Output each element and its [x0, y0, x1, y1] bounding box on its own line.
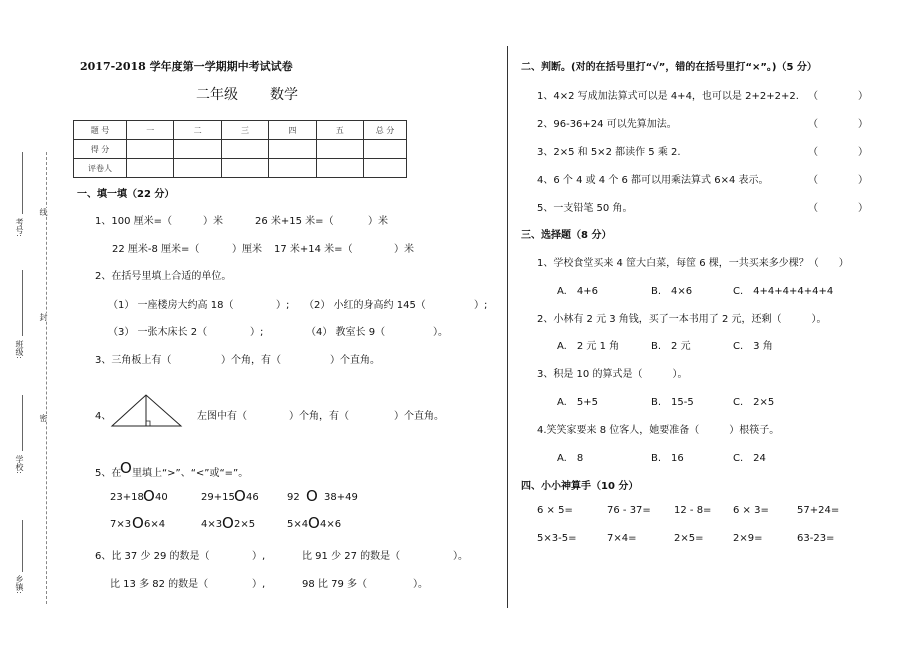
q5a-expr: 38+49 — [324, 492, 358, 503]
class-underline — [22, 270, 23, 336]
q1-part-d: ）米 — [368, 216, 388, 227]
q5a-expr: 29+15 — [201, 492, 235, 503]
choice-question: 1、学校食堂买来 4 筐大白菜，每筐 6 棵，一共买来多少棵？（ ） — [537, 258, 849, 269]
column-divider — [507, 46, 508, 608]
q5b-expr: 4×3 — [201, 519, 223, 530]
choice-question: 4.笑笑家要来 8 位客人，她要准备（ ）根筷子。 — [537, 425, 780, 436]
score-table-header: 三 — [221, 121, 268, 140]
right-angle-mark — [146, 421, 150, 426]
q1-part-c: 26 米+15 米=（ — [255, 216, 334, 227]
q5-part-a: 5、在 — [95, 468, 122, 479]
grader-cell[interactable] — [127, 159, 174, 178]
score-table-header: 一 — [127, 121, 174, 140]
q1b-part-c: 17 米+14 米=（ — [274, 244, 353, 255]
judge-item: 2、96-36+24 可以先算加法。 — [537, 119, 677, 130]
q5b-expr: 7×3 — [110, 519, 132, 530]
circle-symbol: O — [120, 459, 132, 477]
choice-option[interactable]: C. 3 角 — [733, 341, 773, 352]
judge-item: 3、2×5 和 5×2 都读作 5 乘 2. — [537, 147, 681, 158]
town-label: 乡镇: — [15, 575, 24, 594]
seal-mark-line: 线 — [39, 208, 48, 216]
answer-paren-open[interactable]: （ — [808, 147, 818, 158]
q1b-part-a: 22 厘米-8 厘米=（ — [112, 244, 200, 255]
score-cell[interactable] — [364, 140, 407, 159]
grade-label: 二年级 — [196, 87, 238, 103]
q5a-expr: 46 — [246, 492, 259, 503]
choice-option[interactable]: A. 2 元 1 角 — [557, 341, 620, 352]
section-1-heading: 一、填一填（22 分） — [77, 189, 175, 200]
score-table-row — [74, 159, 407, 178]
q6b-part-d: ）。 — [413, 579, 428, 590]
calc-problem: 2×9= — [733, 533, 763, 544]
q1b-part-b: ）厘米 — [232, 244, 262, 255]
judge-item: 4、6 个 4 或 4 个 6 都可以用乘法算式 6×4 表示。 — [537, 175, 769, 186]
score-table — [73, 120, 407, 178]
compare-circle[interactable]: O — [306, 487, 318, 505]
calc-problem: 6 × 3= — [733, 505, 769, 516]
triangle-figure — [110, 393, 184, 429]
q2b-part-c: （4） 教室长 9（ — [306, 327, 386, 338]
q2b-part-b: ）; — [250, 327, 264, 338]
answer-paren-close: ） — [858, 203, 868, 214]
choice-option[interactable]: B. 2 元 — [651, 341, 691, 352]
q2a-part-c: （2） 小红的身高约 145（ — [304, 300, 426, 311]
score-table-header: 二 — [174, 121, 221, 140]
choice-option[interactable]: A. 4+6 — [557, 286, 598, 297]
grader-cell[interactable] — [364, 159, 407, 178]
grader-row-label: 评卷人 — [74, 159, 127, 178]
school-underline — [22, 395, 23, 451]
section-2-heading: 二、判断。(对的在括号里打“√”，错的在括号里打“×”。)（5 分） — [521, 62, 817, 73]
choice-option[interactable]: A. 8 — [557, 453, 584, 464]
score-cell[interactable] — [316, 140, 363, 159]
seal-mark-seal: 封 — [39, 313, 48, 321]
q3-part-a: 3、三角板上有（ — [95, 355, 172, 366]
subject-label: 数学 — [270, 87, 298, 103]
calc-problem: 12 - 8= — [674, 505, 712, 516]
choice-option[interactable]: C. 4+4+4+4+4+4 — [733, 286, 834, 297]
score-table-header: 五 — [316, 121, 363, 140]
answer-paren-close: ） — [858, 91, 868, 102]
compare-circle[interactable]: O — [222, 514, 234, 532]
q2a-part-d: ）; — [474, 300, 488, 311]
answer-paren-close: ） — [858, 119, 868, 130]
calc-problem: 6 × 5= — [537, 505, 573, 516]
q5-part-b: 里填上“>”、“<”或“=”。 — [132, 468, 249, 479]
section-4-heading: 四、小小神算手（10 分） — [521, 481, 639, 492]
answer-paren-open[interactable]: （ — [808, 91, 818, 102]
q2-text: 2、在括号里填上合适的单位。 — [95, 271, 232, 282]
choice-option[interactable]: C. 2×5 — [733, 397, 775, 408]
score-table-header: 总 分 — [364, 121, 407, 140]
seal-mark-secret: 密 — [39, 414, 48, 422]
q1-part-b: ）米 — [203, 216, 223, 227]
q6b-part-b: ）, — [252, 579, 266, 590]
q5b-expr: 2×5 — [234, 519, 256, 530]
calc-problem: 5×3-5= — [537, 533, 577, 544]
q6a-part-b: ）, — [252, 551, 266, 562]
q4-part-a: 左图中有（ — [197, 411, 247, 422]
choice-option[interactable]: B. 15-5 — [651, 397, 694, 408]
grader-cell[interactable] — [221, 159, 268, 178]
compare-circle[interactable]: O — [143, 487, 155, 505]
grader-cell[interactable] — [316, 159, 363, 178]
q4-number: 4、 — [95, 411, 112, 422]
calc-problem: 7×4= — [607, 533, 637, 544]
calc-problem: 76 - 37= — [607, 505, 651, 516]
compare-circle[interactable]: O — [132, 514, 144, 532]
choice-question: 3、积是 10 的算式是（ ）。 — [537, 369, 688, 380]
class-label: 班级: — [15, 340, 24, 359]
score-table-header: 四 — [269, 121, 316, 140]
q6b-part-c: 98 比 79 多（ — [302, 579, 367, 590]
q5a-expr: 23+18 — [110, 492, 144, 503]
q5b-expr: 5×4 — [287, 519, 309, 530]
exam-number-underline — [22, 152, 23, 214]
q6a-part-d: ）。 — [453, 551, 468, 562]
q1-part-a: 1、100 厘米=（ — [95, 216, 173, 227]
q2a-part-a: （1） 一座楼房大约高 18（ — [108, 300, 234, 311]
answer-paren-open[interactable]: （ — [808, 119, 818, 130]
choice-option[interactable]: C. 24 — [733, 453, 766, 464]
compare-circle[interactable]: O — [308, 514, 320, 532]
school-label: 学校: — [15, 455, 24, 474]
q5a-expr: 40 — [155, 492, 168, 503]
q2a-part-b: ）; — [276, 300, 290, 311]
q2b-part-d: ）。 — [433, 327, 448, 338]
q6b-part-a: 比 13 多 82 的数是（ — [110, 579, 209, 590]
answer-paren-close: ） — [858, 175, 868, 186]
q3-part-b: ）个角，有（ — [221, 355, 281, 366]
q2b-part-a: （3） 一张木床长 2（ — [108, 327, 208, 338]
answer-paren-open[interactable]: （ — [808, 175, 818, 186]
score-table-header: 题 号 — [74, 121, 127, 140]
town-underline — [22, 520, 23, 572]
score-table-row — [74, 140, 407, 159]
q5a-expr: 92 — [287, 492, 300, 503]
q5b-expr: 4×6 — [320, 519, 342, 530]
answer-paren-open[interactable]: （ — [808, 203, 818, 214]
calc-problem: 63-23= — [797, 533, 835, 544]
choice-question: 2、小林有 2 元 3 角钱，买了一本书用了 2 元，还剩（ ）。 — [537, 314, 827, 325]
judge-item: 5、一支铅笔 50 角。 — [537, 203, 633, 214]
section-3-heading: 三、选择题（8 分） — [521, 230, 612, 241]
answer-paren-close: ） — [858, 147, 868, 158]
q1b-part-d: ）米 — [394, 244, 414, 255]
score-row-label: 得 分 — [74, 140, 127, 159]
q3-part-c: ）个直角。 — [330, 355, 380, 366]
q4-part-b: ）个角，有（ — [289, 411, 349, 422]
calc-problem: 57+24= — [797, 505, 840, 516]
compare-circle[interactable]: O — [234, 487, 246, 505]
q6a-part-a: 6、比 37 少 29 的数是（ — [95, 551, 210, 562]
score-cell[interactable] — [127, 140, 174, 159]
score-table-header-row — [74, 121, 407, 140]
choice-option[interactable]: B. 16 — [651, 453, 684, 464]
choice-option[interactable]: A. 5+5 — [557, 397, 598, 408]
q5b-expr: 6×4 — [144, 519, 166, 530]
q4-part-c: ）个直角。 — [394, 411, 444, 422]
score-cell[interactable] — [269, 140, 316, 159]
binding-line — [46, 152, 47, 604]
score-cell[interactable] — [221, 140, 268, 159]
grader-cell[interactable] — [269, 159, 316, 178]
grader-cell[interactable] — [174, 159, 221, 178]
score-cell[interactable] — [174, 140, 221, 159]
q6a-part-c: 比 91 少 27 的数是（ — [302, 551, 401, 562]
choice-option[interactable]: B. 4×6 — [651, 286, 693, 297]
judge-item: 1、4×2 写成加法算式可以是 4+4，也可以是 2+2+2+2. — [537, 91, 799, 102]
exam-number-label: 考号: — [15, 218, 24, 237]
calc-problem: 2×5= — [674, 533, 704, 544]
exam-title: 2017-2018 学年度第一学期期中考试试卷 — [80, 60, 293, 73]
